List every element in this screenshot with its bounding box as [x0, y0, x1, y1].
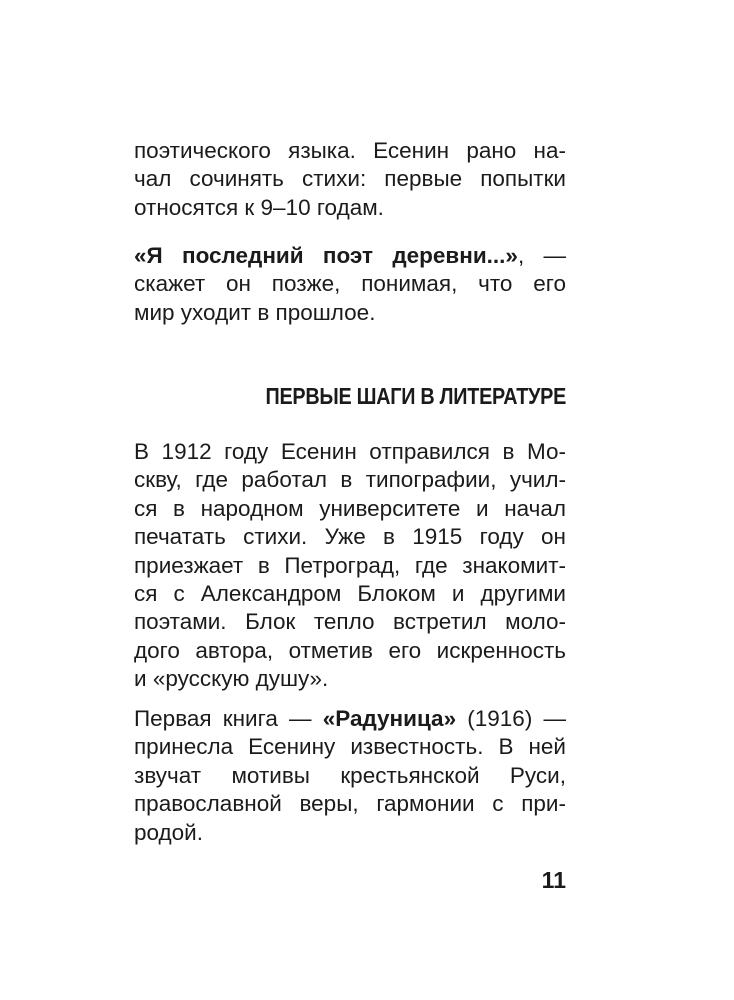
text-fragment: (1916) — — [456, 706, 566, 731]
text-line: православной веры, гармонии с при- — [134, 791, 566, 817]
text-line: поэтического языка. Есенин рано на- — [134, 138, 566, 163]
text-line: печатать стихи. Уже в 1915 году он — [134, 524, 566, 550]
text-fragment: Первая книга — — [134, 706, 323, 731]
text-line: принесла Есенину известность. В ней — [134, 734, 566, 760]
text-line: ся в народном университете и начал — [134, 495, 566, 521]
text-line: мир уходит в прошлое. — [134, 299, 376, 325]
section-heading: ПЕРВЫЕ ШАГИ В ЛИТЕРАТУРЕ — [265, 383, 566, 409]
text-line: родой. — [134, 819, 203, 845]
paragraph-quote — [134, 242, 566, 327]
text-line — [134, 242, 566, 270]
text-line: чал сочинять стихи: первые попытки — [134, 166, 566, 192]
text-line: скажет он позже, понимая, что его — [134, 271, 566, 297]
quote-text: «Я последний поэт деревни...» — [134, 243, 518, 268]
text-line: и «русскую душу». — [134, 666, 329, 692]
text-line: ся с Александром Блоком и другими — [134, 580, 566, 606]
text-line: поэтами. Блок тепло встретил моло- — [134, 609, 566, 635]
text-line: звучат мотивы крестьянской Руси, — [134, 762, 566, 788]
text-line: относятся к 9–10 годам. — [134, 194, 384, 220]
quote-dash: , — — [517, 243, 566, 268]
paragraph-early-poems — [134, 137, 566, 222]
text-line: дого автора, отметив его искренность — [134, 637, 566, 663]
text-line: приезжает в Петроград, где знакомит- — [134, 552, 566, 578]
text-line: В 1912 году Есенин отправился в Мо- — [134, 439, 566, 464]
book-title: «Радуница» — [322, 706, 457, 731]
text-line — [134, 705, 566, 733]
text-line: скву, где работал в типографии, учил- — [134, 467, 566, 493]
paragraph-first-book — [134, 705, 566, 847]
paragraph-moscow — [134, 438, 566, 694]
page-number: 11 — [541, 867, 566, 893]
